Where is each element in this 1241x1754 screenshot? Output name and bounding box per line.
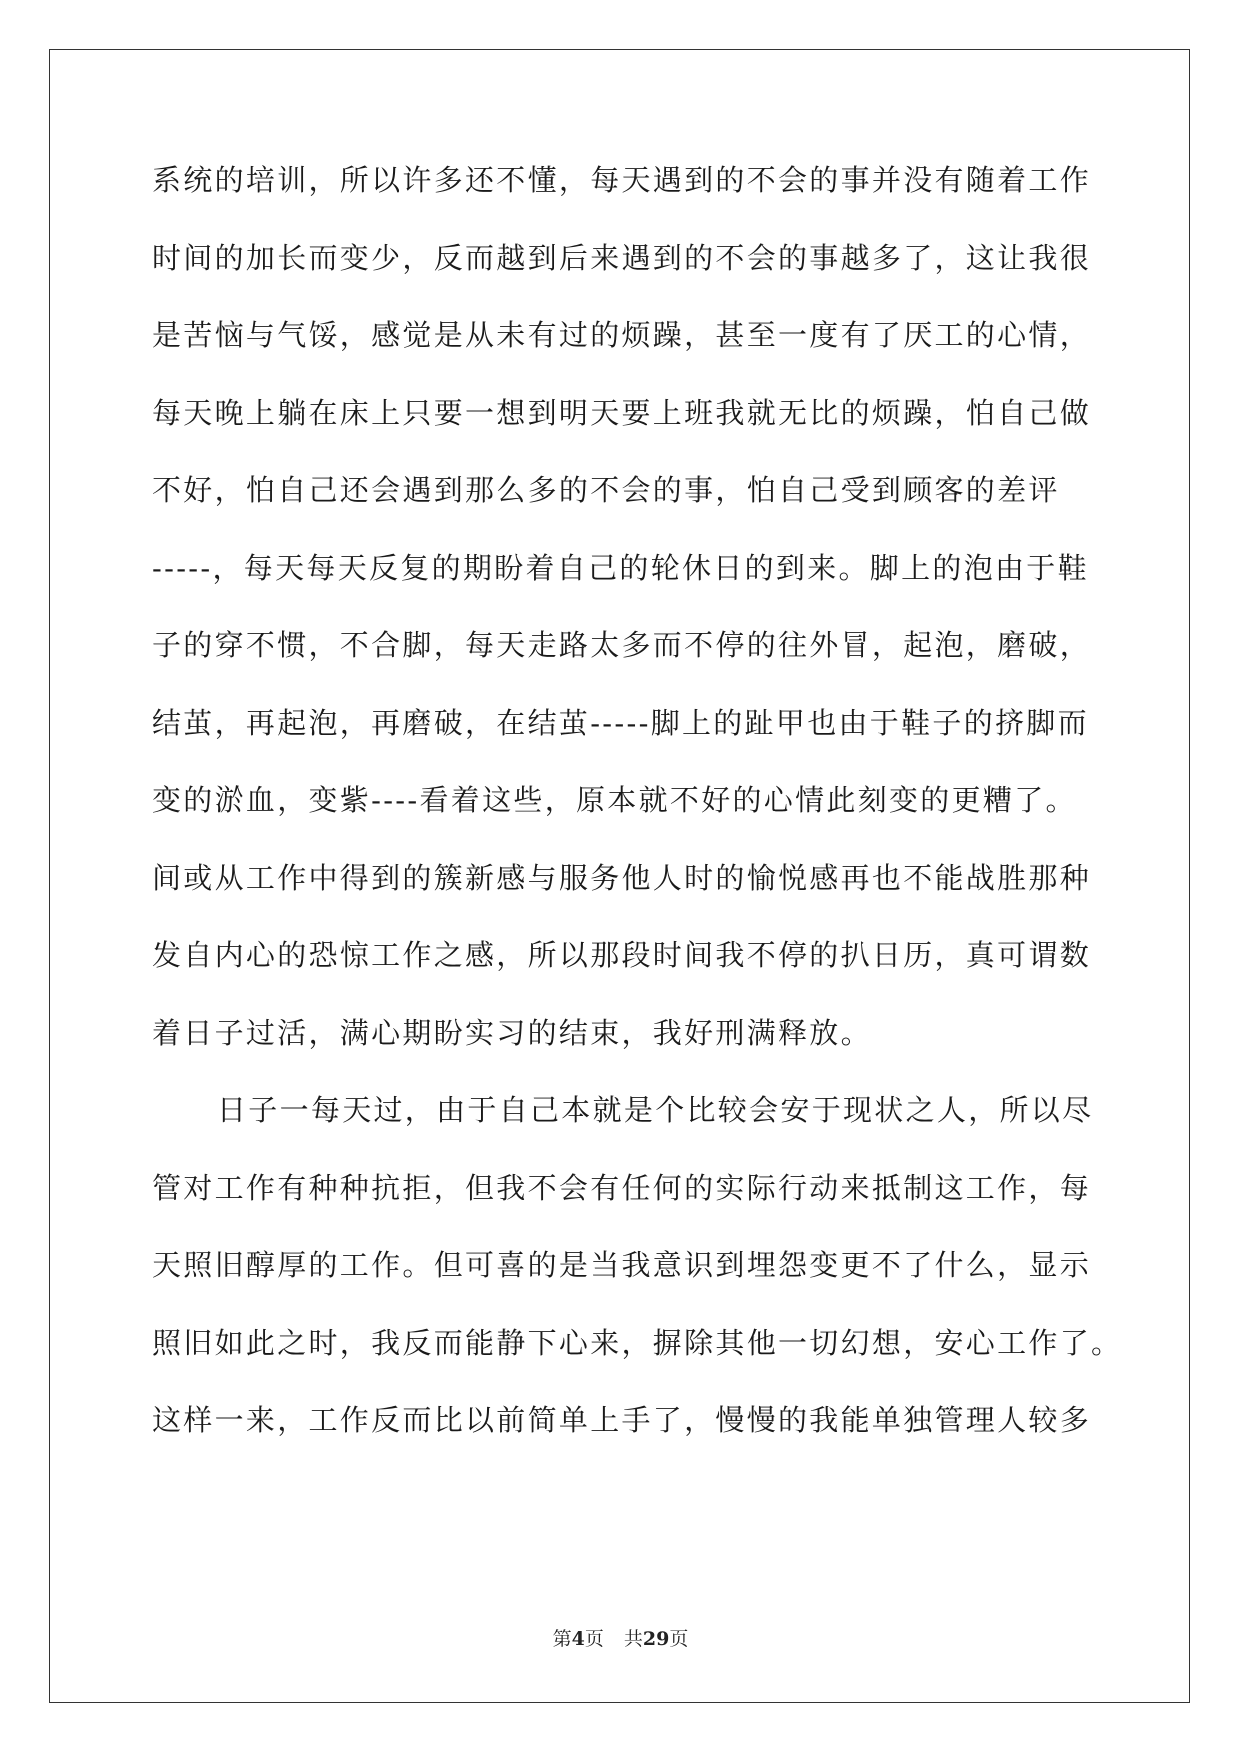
text-line: 照旧如此之时，我反而能静下心来，摒除其他一切幻想，安心工作了。 [152,1325,1123,1360]
text-line: 这样一来，工作反而比以前简单上手了，慢慢的我能单独管理人较多 [152,1403,1092,1437]
text-line: 不好，怕自己还会遇到那么多的不会的事，怕自己受到顾客的差评 [152,473,1060,507]
text-line: 结茧，再起泡，再磨破，在结茧-----脚上的趾甲也由于鞋子的挤脚而 [152,705,1089,740]
text-line: -----，每天每天反复的期盼着自己的轮休日的到来。脚上的泡由于鞋 [152,550,1089,585]
text-line: 每天晚上躺在床上只要一想到明天要上班我就无比的烦躁，怕自己做 [152,395,1092,430]
text-line: 天照旧醇厚的工作。但可喜的是当我意识到埋怨变更不了什么，显示 [152,1248,1092,1282]
text-line: 子的穿不惯，不合脚，每天走路太多而不停的往外冒，起泡，磨破， [152,628,1092,662]
page-prefix: 第 [552,1628,572,1650]
total-prefix: 共 [623,1628,643,1650]
total-suffix: 页 [669,1628,689,1650]
text-line: 间或从工作中得到的簇新感与服务他人时的愉悦感再也不能战胜那种 [152,860,1092,895]
text-line: 系统的培训，所以许多还不懂，每天遇到的不会的事并没有随着工作 [152,163,1092,197]
paragraph-start-line: 日子一每天过，由于自己本就是个比较会安于现状之人，所以尽 [217,1093,1094,1127]
text-line: 变的淤血，变紫----看着这些，原本就不好的心情此刻变的更糟了。 [152,783,1077,817]
page-number: 4 [571,1628,585,1650]
text-line: 管对工作有种种抗拒，但我不会有任何的实际行动来抵制这工作，每 [152,1170,1092,1205]
page-footer [0,1624,1241,1651]
page-suffix: 页 [584,1628,604,1650]
total-pages: 29 [642,1628,670,1650]
document-body [152,155,1123,1473]
text-line: 着日子过活，满心期盼实习的结束，我好刑满释放。 [152,1015,872,1050]
text-line: 是苦恼与气馁，感觉是从未有过的烦躁，甚至一度有了厌工的心情， [152,318,1092,352]
text-line: 发自内心的恐惊工作之感，所以那段时间我不停的扒日历，真可谓数 [152,938,1092,972]
text-line: 时间的加长而变少，反而越到后来遇到的不会的事越多了，这让我很 [152,240,1092,275]
